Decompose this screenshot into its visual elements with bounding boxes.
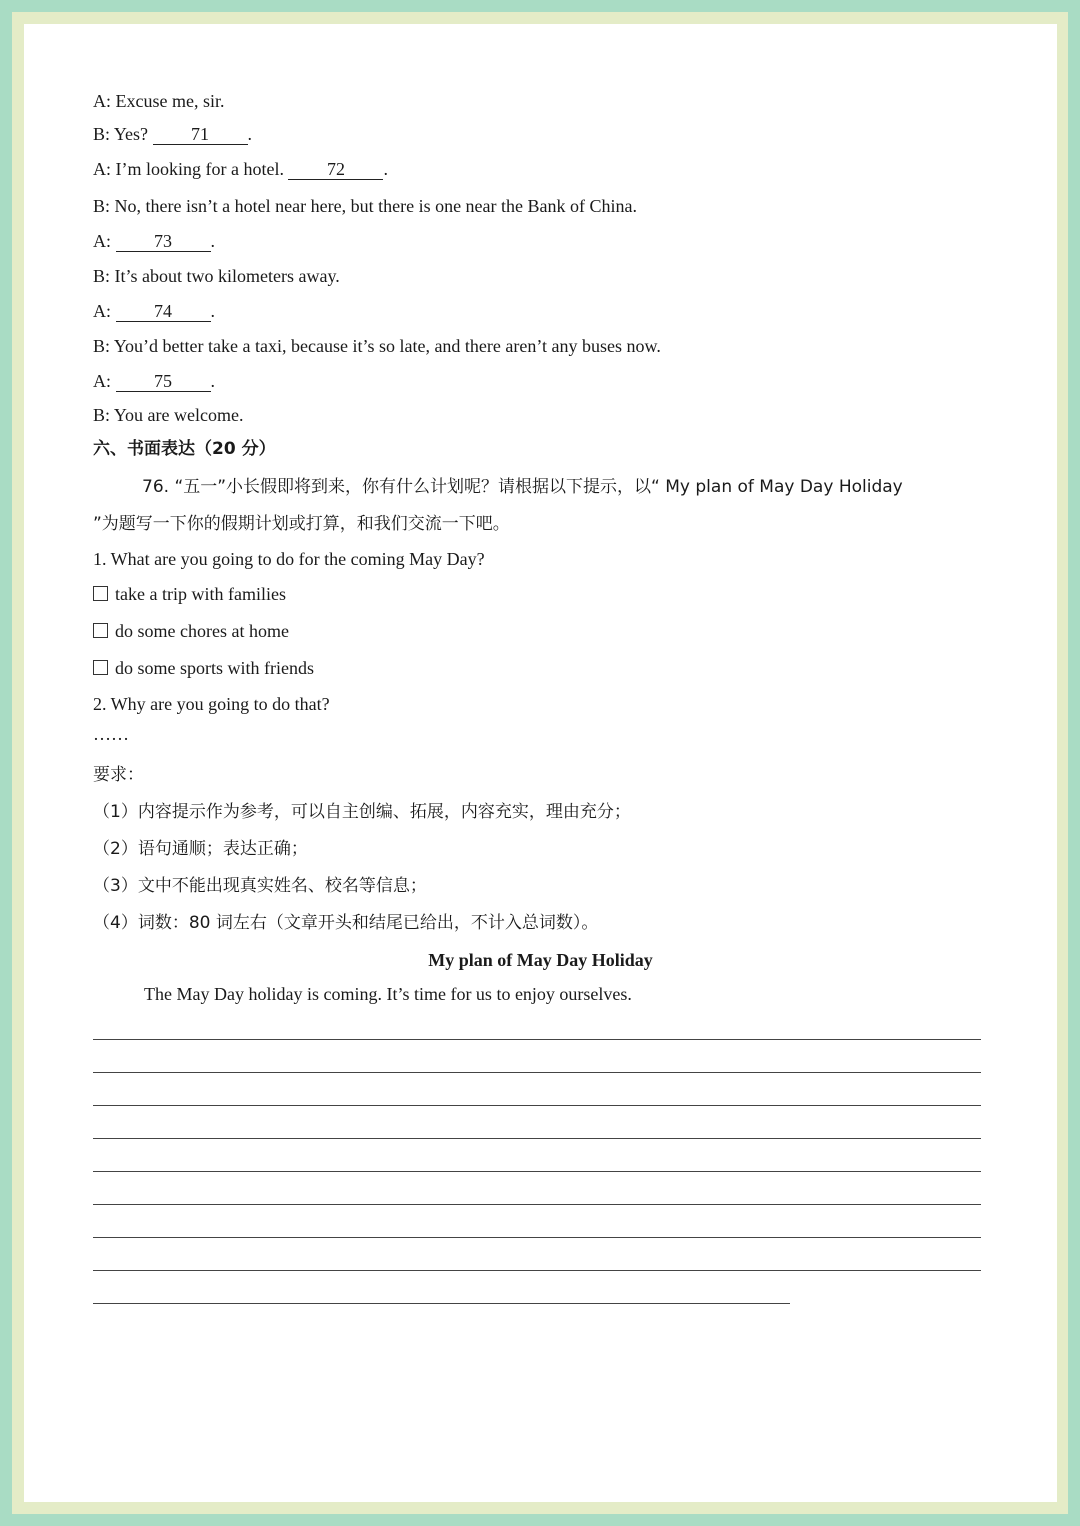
writing-line[interactable]: [93, 1171, 981, 1172]
option-item: take a trip with families: [93, 583, 286, 605]
requirement-item: （2）语句通顺；表达正确；: [93, 839, 308, 859]
answer-blank-73[interactable]: 73: [116, 231, 211, 252]
answer-blank-71[interactable]: 71: [153, 124, 248, 145]
dialogue-line-3: A: I’m looking for a hotel. 72 .: [93, 159, 388, 179]
requirement-item: （4）词数：80 词左右（文章开头和结尾已给出，不计入总词数）。: [93, 913, 599, 933]
prompt-line-1: 76. “五一”小长假即将到来，你有什么计划呢？请根据以下提示，以“ My plan of May Day Holiday: [142, 477, 903, 497]
writing-line[interactable]: [93, 1237, 981, 1238]
option-item: do some chores at home: [93, 620, 289, 642]
dialogue-line-1: A: Excuse me, sir.: [93, 91, 225, 111]
answer-blank-75[interactable]: 75: [116, 371, 211, 392]
writing-line[interactable]: [93, 1105, 981, 1106]
writing-line[interactable]: [93, 1072, 981, 1073]
checkbox[interactable]: [93, 586, 108, 601]
dialogue-line-10: B: You are welcome.: [93, 405, 244, 425]
dialogue-line-4: B: No, there isn’t a hotel near here, but there is one near the Bank of China.: [93, 196, 638, 216]
worksheet-page: [24, 24, 1057, 1502]
section-heading: 六、书面表达（20 分）: [93, 439, 276, 459]
essay-opening: The May Day holiday is coming. It’s time for us to enjoy ourselves.: [144, 984, 632, 1004]
writing-line[interactable]: [93, 1204, 981, 1205]
writing-line[interactable]: [93, 1270, 981, 1271]
checkbox[interactable]: [93, 623, 108, 638]
question-2: 2. Why are you going to do that?: [93, 694, 330, 714]
dialogue-line-2: B: Yes? 71 .: [93, 124, 253, 144]
essay-title: My plan of May Day Holiday: [428, 950, 653, 970]
writing-line[interactable]: [93, 1039, 981, 1040]
question-1: 1. What are you going to do for the coming May Day?: [93, 549, 485, 569]
dialogue-line-7: A: 74 .: [93, 301, 215, 321]
requirement-item: （1）内容提示作为参考，可以自主创编、拓展，内容充实，理由充分；: [93, 802, 631, 822]
dialogue-line-5: A: 73 .: [93, 231, 215, 251]
writing-line[interactable]: [93, 1303, 790, 1304]
answer-blank-72[interactable]: 72: [288, 159, 383, 180]
answer-blank-74[interactable]: 74: [116, 301, 211, 322]
dialogue-line-8: B: You’d better take a taxi, because it’s so late, and there aren’t any buses now.: [93, 336, 661, 356]
option-item: do some sports with friends: [93, 657, 314, 679]
writing-line[interactable]: [93, 1138, 981, 1139]
ellipsis: ……: [93, 724, 129, 744]
prompt-line-2: ”为题写一下你的假期计划或打算，和我们交流一下吧。: [93, 514, 510, 534]
requirements-label: 要求：: [93, 765, 144, 785]
dialogue-line-6: B: It’s about two kilometers away.: [93, 266, 340, 286]
requirement-item: （3）文中不能出现真实姓名、校名等信息；: [93, 876, 427, 896]
checkbox[interactable]: [93, 660, 108, 675]
dialogue-line-9: A: 75 .: [93, 371, 215, 391]
